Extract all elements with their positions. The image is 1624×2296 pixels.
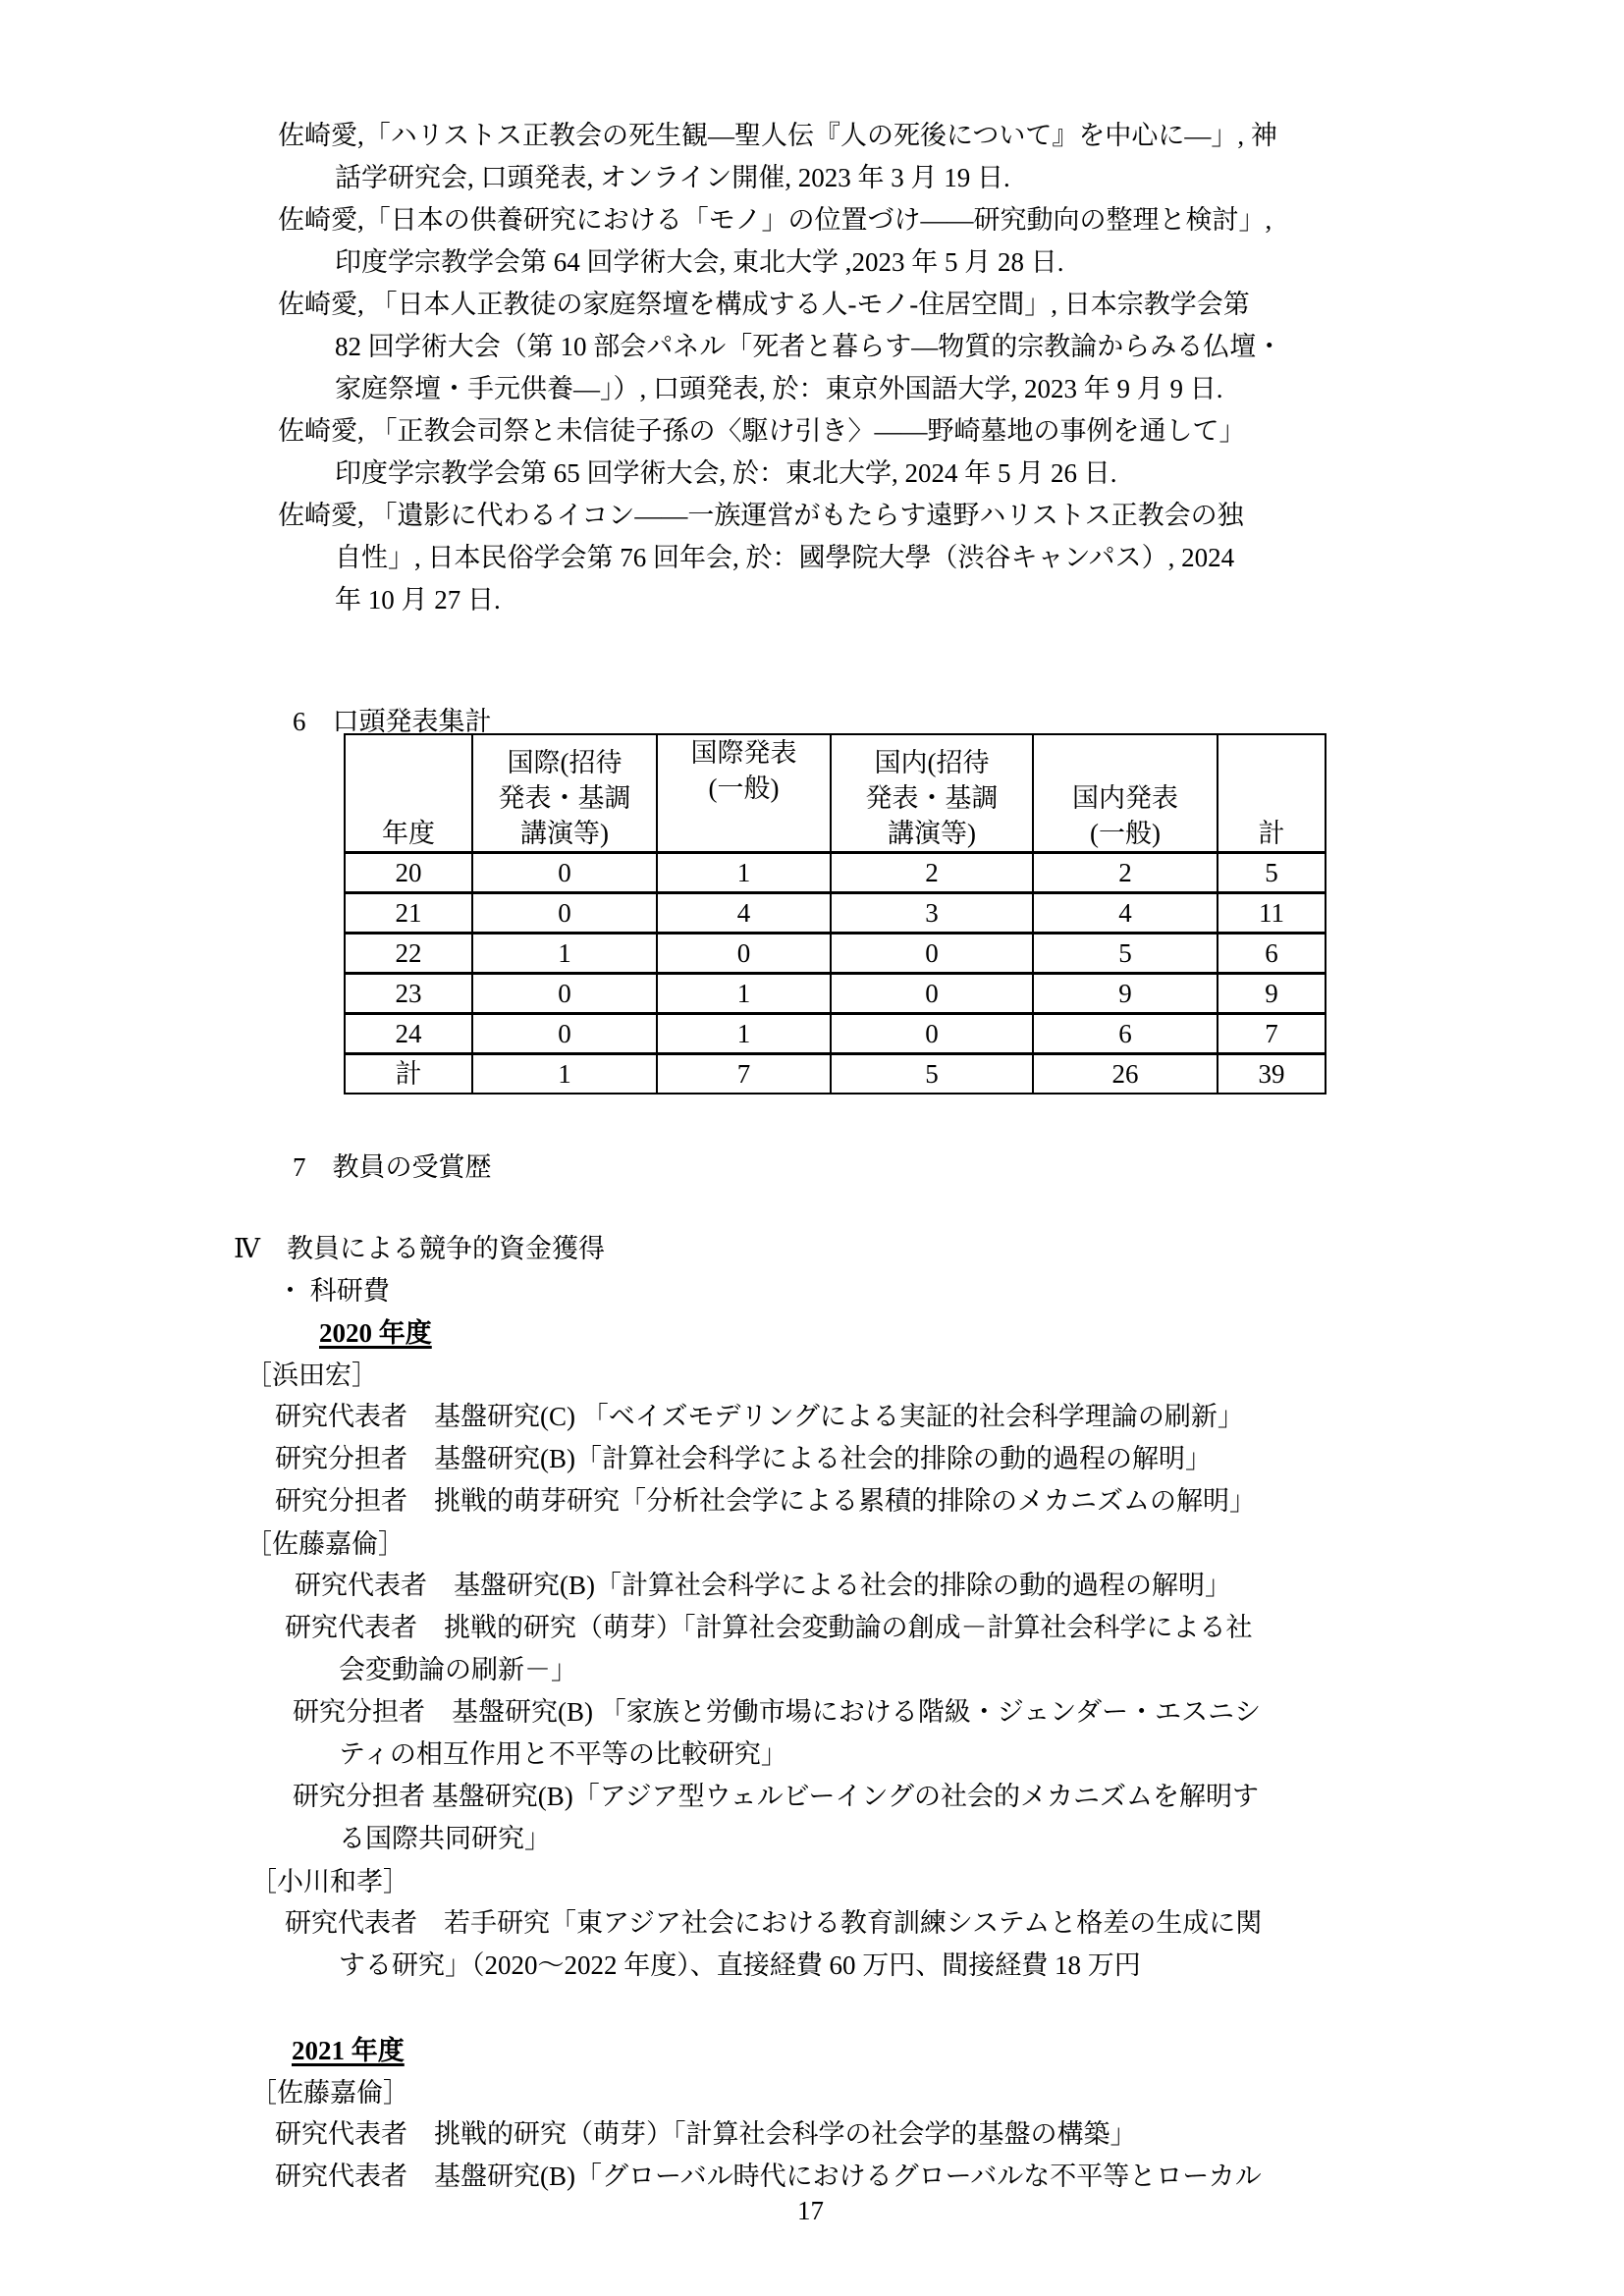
cell-year: 22	[345, 934, 472, 974]
header-intl-invited: 国際(招待 発表・基調 講演等)	[472, 734, 657, 853]
table-cell: 0	[472, 893, 657, 934]
table-cell: 9	[1218, 974, 1326, 1014]
presentation-entry	[278, 495, 1407, 621]
table-cell: 5	[1218, 853, 1326, 893]
grant-item: 研究代表者 挑戦的研究（萌芽）「計算社会科学の社会学的基盤の構築」	[275, 2119, 1137, 2149]
table-cell: 4	[1033, 893, 1218, 934]
header-total: 計	[1218, 734, 1326, 853]
table-cell: 0	[472, 974, 657, 1014]
table-cell: 7	[657, 1054, 831, 1095]
page-number: 17	[797, 2196, 824, 2225]
grant-item-cont: ティの相互作用と不平等の比較研究」	[339, 1739, 787, 1769]
grant-item: 研究代表者 基盤研究(C) 「ベイズモデリングによる実証的社会科学理論の刷新」	[275, 1402, 1244, 1431]
table-cell: 7	[1218, 1014, 1326, 1054]
grant-item: 研究代表者 挑戦的研究（萌芽）「計算社会変動論の創成－計算社会科学による社	[285, 1613, 1253, 1642]
grant-item: 研究代表者 基盤研究(B)「グローバル時代におけるグローバルな不平等とローカル	[275, 2162, 1262, 2191]
table-cell: 3	[831, 893, 1033, 934]
entry-line: 印度学宗教学会第 64 回学術大会, 東北大学 ,2023 年 5 月 28 日.	[335, 247, 1064, 277]
cell-year: 23	[345, 974, 472, 1014]
table-cell: 9	[1033, 974, 1218, 1014]
table-row	[345, 934, 1326, 974]
table-cell: 1	[472, 934, 657, 974]
year-2021-title: 2021 年度	[292, 2036, 405, 2065]
table-cell: 6	[1218, 934, 1326, 974]
table-cell: 0	[657, 934, 831, 974]
table-cell: 6	[1033, 1014, 1218, 1054]
entry-line: 年 10 月 27 日.	[335, 585, 501, 614]
grant-item: 研究代表者 基盤研究(B)「計算社会科学による社会的排除の動的過程の解明」	[295, 1571, 1231, 1600]
table-cell: 5	[1033, 934, 1218, 974]
table-cell: 0	[831, 974, 1033, 1014]
table-row	[345, 1014, 1326, 1054]
grant-list-sato	[285, 1565, 1261, 1860]
table-cell: 26	[1033, 1054, 1218, 1095]
cell-year: 21	[345, 893, 472, 934]
entry-line: 82 回学術大会（第 10 部会パネル「死者と暮らす―物質的宗教論からみる仏壇・	[335, 332, 1283, 361]
section-7-heading: 7 教員の受賞歴	[293, 1152, 492, 1182]
cell-year: 24	[345, 1014, 472, 1054]
entry-line: 佐崎愛, 「日本人正教徒の家庭祭壇を構成する人-モノ-住居空間」, 日本宗教学会第	[278, 290, 1250, 319]
grant-item: 研究分担者 挑戦的萌芽研究「分析社会学による累積的排除のメカニズムの解明」	[275, 1486, 1256, 1516]
researcher-name-sato-2021: ［佐藤嘉倫］	[250, 2078, 409, 2108]
table-cell: 11	[1218, 893, 1326, 934]
researcher-name-sato: ［佐藤嘉倫］	[245, 1529, 405, 1559]
presentation-entry	[278, 199, 1407, 284]
table-row	[345, 893, 1326, 934]
entry-line: 佐崎愛, 「正教会司祭と未信徒子孫の〈駆け引き〉――野崎墓地の事例を通して」	[278, 416, 1246, 446]
entry-line: 佐崎愛,「日本の供養研究における「モノ」の位置づけ――研究動向の整理と検討」,	[278, 205, 1272, 235]
section-6-heading: 6 口頭発表集計	[293, 707, 492, 736]
grant-list-sato-2021	[275, 2113, 1262, 2198]
entry-line: 自性」, 日本民俗学会第 76 回年会, 於：國學院大學（渋谷キャンパス）, 2024	[335, 543, 1235, 572]
section-iv-heading: Ⅳ 教員による競争的資金獲得	[234, 1234, 605, 1263]
table-cell: 0	[831, 934, 1033, 974]
header-year: 年度	[345, 734, 472, 853]
table-header-row	[345, 734, 1326, 853]
entry-line: 佐崎愛, 「遺影に代わるイコン――一族運営がもたらす遠野ハリストス正教会の独	[278, 501, 1244, 530]
header-domestic-invited: 国内(招待 発表・基調 講演等)	[831, 734, 1033, 853]
year-2020-title: 2020 年度	[319, 1318, 432, 1348]
grant-item-cont: る国際共同研究」	[339, 1824, 551, 1853]
entry-line: 印度学宗教学会第 65 回学術大会, 於：東北大学, 2024 年 5 月 26 日.	[335, 458, 1117, 488]
table-cell: 2	[1033, 853, 1218, 893]
table-cell: 2	[831, 853, 1033, 893]
table-cell: 0	[831, 1014, 1033, 1054]
researcher-name-hamada: ［浜田宏］	[245, 1361, 378, 1390]
presentation-entry	[278, 410, 1407, 495]
presentation-summary-table	[344, 733, 1326, 1095]
entry-line: 佐崎愛,「ハリストス正教会の死生観―聖人伝『人の死後について』を中心に―」, 神	[278, 121, 1277, 150]
table-cell: 39	[1218, 1054, 1326, 1095]
entry-line: 話学研究会, 口頭発表, オンライン開催, 2023 年 3 月 19 日.	[335, 163, 1010, 192]
grant-item: 研究分担者 基盤研究(B)「アジア型ウェルビーイングの社会的メカニズムを解明す	[293, 1782, 1259, 1811]
entry-line: 家庭祭壇・手元供養―」）, 口頭発表, 於：東京外国語大学, 2023 年 9 月 9 日.	[335, 374, 1223, 403]
table-cell: 4	[657, 893, 831, 934]
table-cell: 0	[472, 1014, 657, 1054]
cell-year: 20	[345, 853, 472, 893]
grant-item-cont: 会変動論の刷新－」	[339, 1655, 577, 1684]
table-cell: 1	[657, 1014, 831, 1054]
table-cell: 1	[657, 974, 831, 1014]
table-row	[345, 853, 1326, 893]
table-cell: 1	[657, 853, 831, 893]
header-domestic-general: 国内発表 (一般)	[1033, 734, 1218, 853]
cell-total-label: 計	[345, 1054, 472, 1095]
grant-item: 研究代表者 若手研究「東アジア社会における教育訓練システムと格差の生成に関	[285, 1908, 1263, 1938]
table-cell: 5	[831, 1054, 1033, 1095]
grant-item: 研究分担者 基盤研究(B) 「家族と労働市場における階級・ジェンダー・エスニシ	[293, 1697, 1262, 1727]
presentation-entry	[278, 115, 1407, 199]
grant-item-cont: する研究」（2020～2022 年度）、直接経費 60 万円、間接経費 18 万円	[339, 1950, 1141, 1980]
table-row	[345, 974, 1326, 1014]
table-cell: 0	[472, 853, 657, 893]
grant-item: 研究分担者 基盤研究(B)「計算社会科学による社会的排除の動的過程の解明」	[275, 1444, 1212, 1473]
researcher-name-ogawa: ［小川和孝］	[250, 1867, 409, 1896]
table-total-row	[345, 1054, 1326, 1095]
table-cell: 1	[472, 1054, 657, 1095]
grant-list-ogawa	[285, 1902, 1262, 1987]
grant-list-hamada	[275, 1396, 1256, 1522]
header-intl-general: 国際発表 (一般)	[657, 734, 831, 853]
presentation-entry	[278, 284, 1407, 410]
kakenhi-bullet: ・ 科研費	[277, 1276, 390, 1306]
